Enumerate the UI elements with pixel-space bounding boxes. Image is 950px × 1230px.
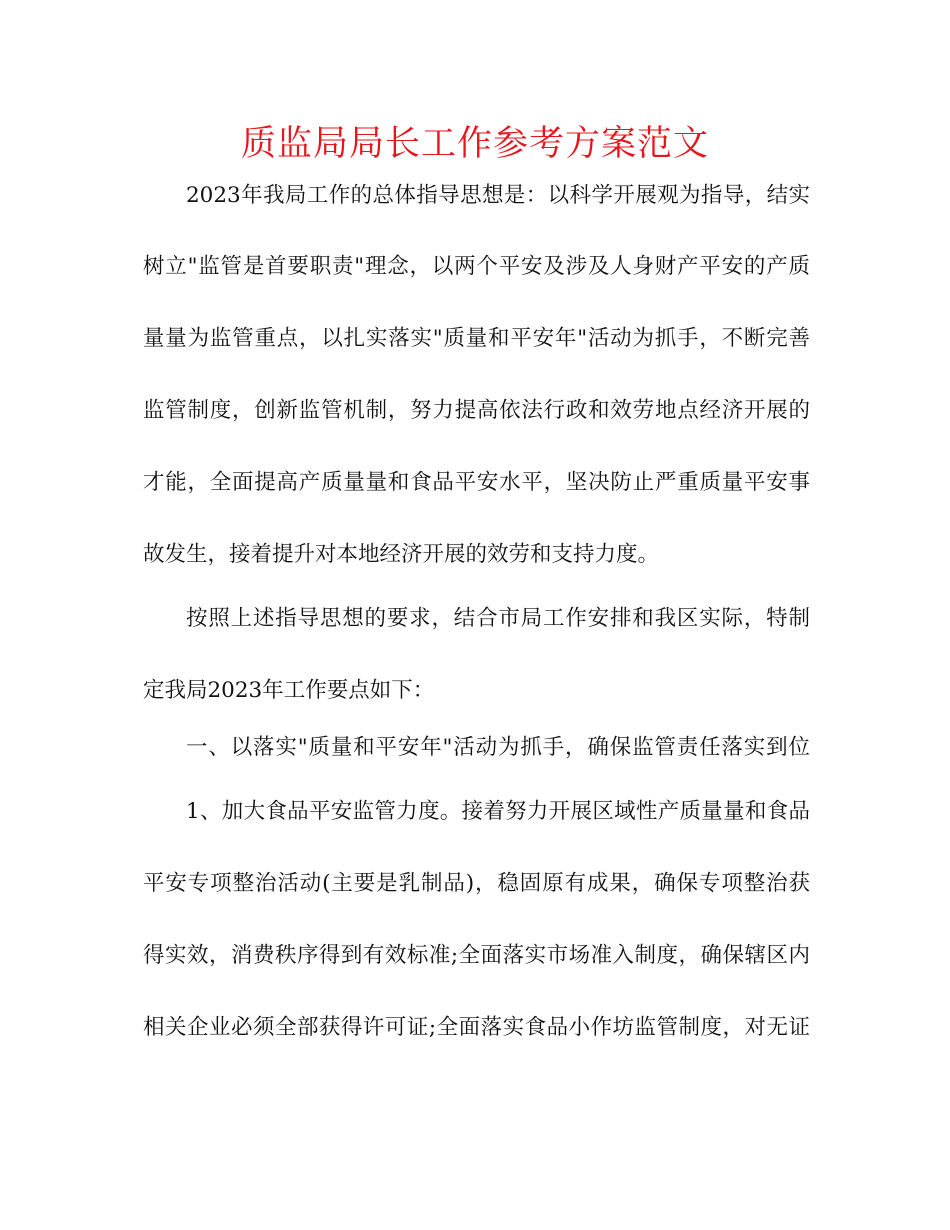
paragraph-line-13: 相关企业必须全部获得许可证;全面落实食品小作坊监管制度，对无证 <box>143 1015 810 1040</box>
paragraph-line-4: 监管制度，创新监管机制，努力提高依法行政和效劳地点经济开展的 <box>143 398 810 423</box>
section-heading-1: 一、以落实"质量和平安年"活动为抓手，确保监管责任落实到位 <box>186 735 810 760</box>
paragraph-line-10: 1、加大食品平安监管力度。接着努力开展区域性产质量量和食品 <box>186 799 810 824</box>
paragraph-line-2: 树立"监管是首要职责"理念，以两个平安及涉及人身财产平安的产质 <box>143 254 810 279</box>
document-title: 质监局局长工作参考方案范文 <box>240 124 709 164</box>
paragraph-line-11: 平安专项整治活动(主要是乳制品)，稳固原有成果，确保专项整治获 <box>143 871 810 896</box>
paragraph-line-6: 故发生，接着提升对本地经济开展的效劳和支持力度。 <box>143 542 660 567</box>
paragraph-line-8: 定我局2023年工作要点如下： <box>143 678 435 703</box>
paragraph-line-1: 2023年我局工作的总体指导思想是：以科学开展观为指导，结实 <box>186 183 810 208</box>
paragraph-line-12: 得实效，消费秩序得到有效标准;全面落实市场准入制度，确保辖区内 <box>143 943 810 968</box>
paragraph-line-5: 才能，全面提高产质量量和食品平安水平，坚决防止严重质量平安事 <box>143 470 810 495</box>
paragraph-line-3: 量量为监管重点，以扎实落实"质量和平安年"活动为抓手，不断完善 <box>143 326 810 351</box>
paragraph-line-7: 按照上述指导思想的要求，结合市局工作安排和我区实际，特制 <box>186 606 810 631</box>
